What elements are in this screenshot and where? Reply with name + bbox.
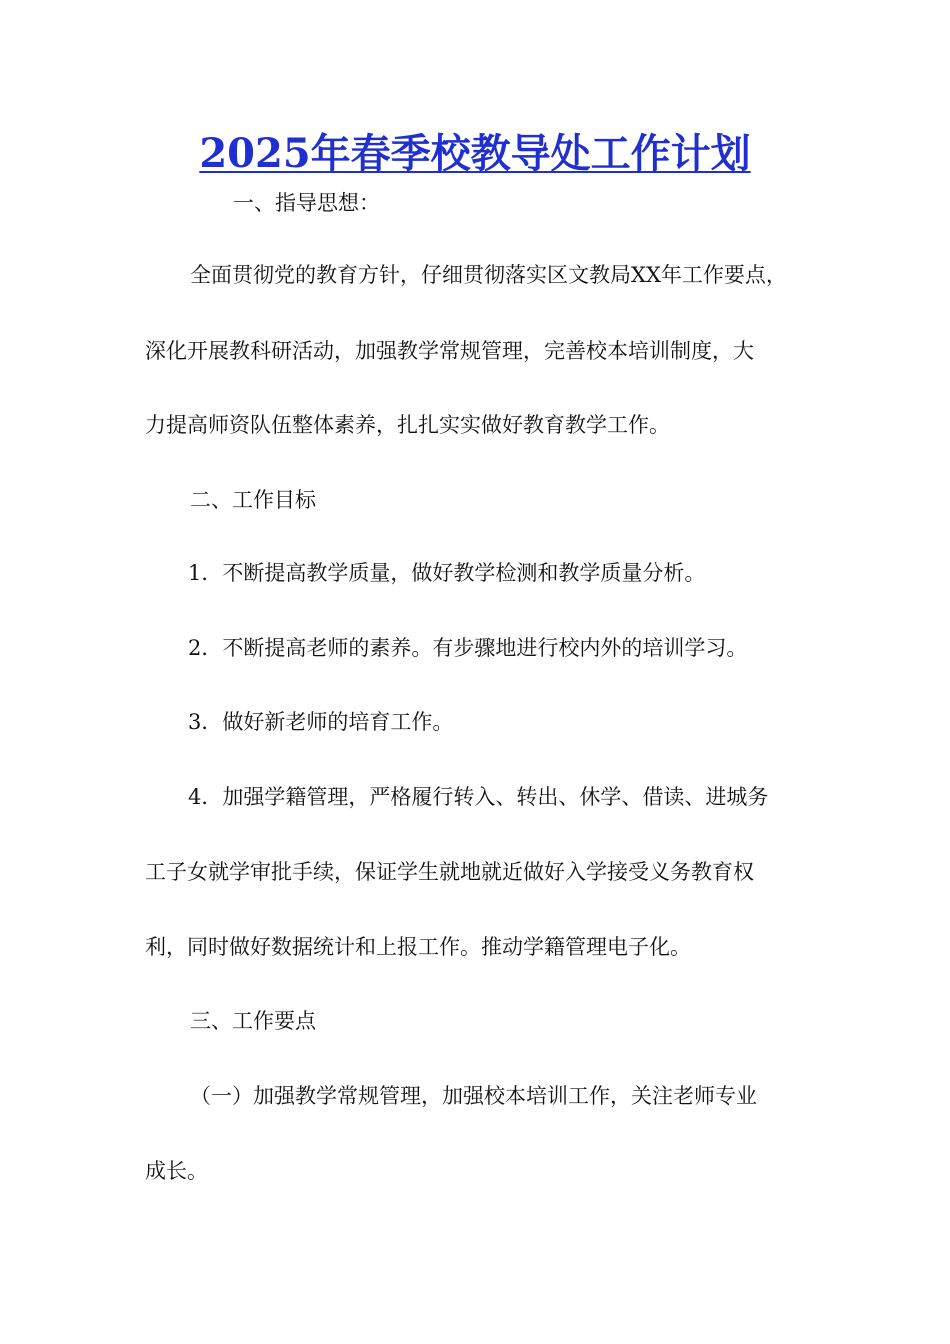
- list-item: 1．不断提高教学质量，做好教学检测和教学质量分析。: [188, 561, 706, 585]
- section-heading-guiding-ideology: 一、指导思想：: [233, 191, 380, 215]
- paragraph-line: 全面贯彻党的教育方针，仔细贯彻落实区文教局XX年工作要点，: [190, 263, 787, 287]
- paragraph-line: 成长。: [145, 1159, 208, 1183]
- paragraph-line: 利，同时做好数据统计和上报工作。推动学籍管理电子化。: [145, 935, 691, 959]
- paragraph-line: 深化开展教科研活动，加强教学常规管理，完善校本培训制度，大: [145, 339, 754, 363]
- section-heading-work-goals: 二、工作目标: [190, 488, 316, 512]
- list-item: 4．加强学籍管理，严格履行转入、转出、休学、借读、进城务: [188, 785, 769, 809]
- section-heading-work-points: 三、工作要点: [190, 1009, 316, 1033]
- document-title[interactable]: 2025年春季校教导处工作计划: [199, 130, 751, 177]
- paragraph-line: 力提高师资队伍整体素养，扎扎实实做好教育教学工作。: [145, 413, 670, 437]
- subsection-heading: （一）加强教学常规管理，加强校本培训工作，关注老师专业: [190, 1084, 757, 1108]
- list-item: 3．做好新老师的培育工作。: [188, 710, 454, 734]
- list-item: 2．不断提高老师的素养。有步骤地进行校内外的培训学习。: [188, 636, 748, 660]
- paragraph-line: 工子女就学审批手续，保证学生就地就近做好入学接受义务教育权: [145, 860, 754, 884]
